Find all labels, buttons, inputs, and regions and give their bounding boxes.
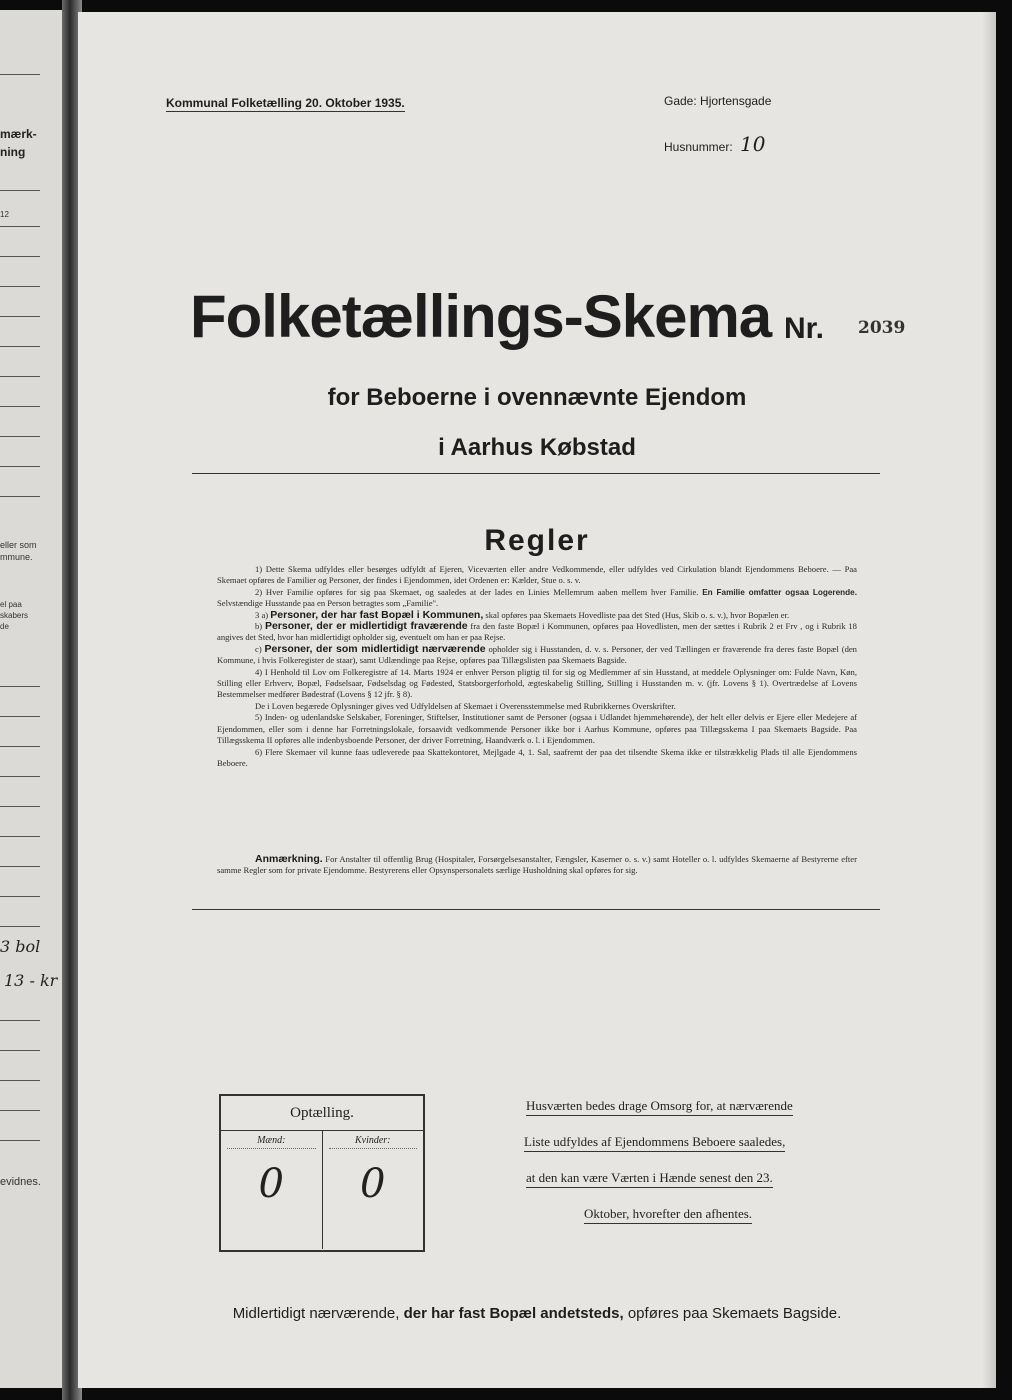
facing-handwriting: 3 bol <box>0 937 41 956</box>
divider <box>0 716 40 717</box>
rule-2: 2) Hver Familie opføres for sig paa Skemaet, og saaledes at der lades en Linies Mellemrum aaben mellem hver Familie. En Familie omfatter ogsaa Logerende. Selvstændige Husstande paa en Person betragtes som „Familie". <box>217 586 857 609</box>
facing-text: evidnes. <box>0 1176 41 1188</box>
facing-text: eller som <box>0 540 37 550</box>
divider <box>0 226 40 227</box>
divider <box>0 746 40 747</box>
divider <box>0 346 40 347</box>
notice-line: Liste udfyldes af Ejendommens Beboere saaledes, <box>524 1134 785 1152</box>
divider <box>0 376 40 377</box>
divider <box>0 74 40 75</box>
form-subtitle-city: i Aarhus Købstad <box>438 434 636 461</box>
facing-text: skabers <box>0 611 29 620</box>
divider <box>0 926 40 927</box>
facing-handwriting: 13 - kr <box>4 971 58 990</box>
divider <box>0 466 40 467</box>
bottom-text-1: Midlertidigt nærværende, <box>232 1305 400 1322</box>
divider <box>0 776 40 777</box>
facing-text: ning <box>0 145 26 159</box>
remark-text: For Anstalter til offentlig Brug (Hospitaler, Forsørgelsesanstalter, Fængsler, Kaserner o. s. v.) samt Hoteller o. l. udfyldes Skemaerne af Bestyrerne efter samme Regler som for private Ejendomme. Bestyrerens eller Opsynspersonalets særlige Husholdning skal opføres for sig. <box>217 854 857 876</box>
divider <box>0 1020 40 1021</box>
census-title: Kommunal Folketælling 20. Oktober 1935. <box>166 96 405 110</box>
divider <box>0 190 40 191</box>
count-box <box>219 1094 425 1252</box>
divider <box>0 836 40 837</box>
divider <box>0 406 40 407</box>
rule-3b: b) Personer, der er midlertidigt fraværende fra den faste Bopæl i Kommunen, opføres paa Hovedlisten, men der sættes i Rubrik 2 et Frv , og i Rubrik 18 angives det Sted, hvor han midlertidigt opholder sig, eventuelt om han er paa Rejse. <box>217 620 857 643</box>
women-count: 0 <box>360 1161 386 1207</box>
form-title: Folketællings-Skema <box>190 283 772 350</box>
rule-5: 5) Inden- og udenlandske Selskaber, Foreninger, Stiftelser, Institutioner samt de Personer (ogsaa i Udlandet hjemmehørende), der helt eller delvis er Ejere eller Medejere af Ejendommen, eller som i denne har Forretningslokale, forsaavidt vedkommende Personer ikke bor i Aarhus Kommune, opføres paa Tillægsskema I paa Skemaets Bagside. Paa Tillægsskema II opføres alle indenbysboende Personer, der driver Forretning, Haandværk o. l. i Ejendommen. <box>217 712 857 746</box>
divider <box>0 496 40 497</box>
form-subtitle: for Beboerne i ovennævnte Ejendom <box>327 384 747 411</box>
divider <box>0 1050 40 1051</box>
notice-line: at den kan være Værten i Hænde senest den 23. <box>526 1170 773 1188</box>
remark-label: Anmærkning. <box>255 853 323 865</box>
remark-paragraph <box>217 854 857 877</box>
divider <box>0 866 40 867</box>
women-label: Kvinder: <box>329 1135 418 1149</box>
page-edge <box>982 12 996 1388</box>
facing-page-fragment <box>0 10 62 1388</box>
men-column <box>221 1131 322 1249</box>
rule-4: 4) I Henhold til Lov om Folkeregistre af 14. Marts 1924 er enhver Person pligtig til for sig og Medlemmer af sin Husstand, at meddele Oplysninger om: Fulde Navn, Køn, Stilling eller Erhverv, Bopæl, Fødselsaar, Fødselsdag og Fødested, Statsborgerforhold, ægteskabelig Stilling, Stilling i Husstanden m. v. (jfr. Lovens § 1). Overtrædelse af Lovens Bestemmelser medfører Bødestraf (Lovens § 12 jfr. § 8). <box>217 666 857 700</box>
divider <box>0 436 40 437</box>
house-number-value: 10 <box>740 132 766 156</box>
divider <box>0 896 40 897</box>
section-divider <box>192 473 880 474</box>
rule-1: 1) Dette Skema udfyldes eller besørges udfyldt af Ejeren, Viceværten eller andre Vedkommende, eller udfyldes ved Cirkulation blandt Ejendommens Beboere. — Paa Skemaet opføres de Familier og Personer, der findes i Ejendommen, idet Ordenen er: Kælder, Stue o. s. v. <box>217 564 857 586</box>
men-count: 0 <box>258 1161 284 1207</box>
census-form-page <box>78 12 996 1388</box>
section-divider <box>192 909 880 910</box>
divider <box>0 806 40 807</box>
notice-line: Oktober, hvorefter den afhentes. <box>584 1206 752 1224</box>
men-label: Mænd: <box>227 1135 316 1149</box>
women-column <box>322 1131 424 1249</box>
rule-3a: 3 a) Personer, der har fast Bopæl i Kommunen, skal opføres paa Skemaets Hovedliste paa det Sted (Hus, Skib o. s. v.), hvor Bopælen er. <box>255 608 790 621</box>
divider <box>0 1080 40 1081</box>
rule-3c: c) Personer, der som midlertidigt nærværende opholder sig i Husstanden, d. v. s. Personer, der ved Tællingen er fraværende fra deres faste Bopæl (den Kommune, i hvis Folkeregister de staar), samt Udlændinge paa Rejse, opføres paa Tillægslisten paa Skemaets Bagside. <box>217 642 857 666</box>
street-label: Gade: Hjortensgade <box>664 94 772 108</box>
divider <box>0 316 40 317</box>
facing-text: mmune. <box>0 552 33 562</box>
bottom-text-3: opføres paa Skemaets Bagside. <box>627 1305 842 1322</box>
rule-6: 6) Flere Skemaer vil kunne faas udleverede paa Skattekontoret, Mejlgade 4, 1. Sal, saafremt der paa det tilsendte Skema ikke er tilstrækkelig Plads til alle Ejendommens Beboere. <box>217 746 857 768</box>
facing-text: el paa <box>0 600 22 609</box>
divider <box>0 256 40 257</box>
divider <box>0 686 40 687</box>
form-number-value: 2039 <box>858 318 906 338</box>
facing-text: de <box>0 622 9 631</box>
facing-text: 12 <box>0 210 9 219</box>
bottom-text-2: der har fast Bopæl andetsteds, <box>403 1305 624 1322</box>
form-number-label: Nr. <box>784 312 825 345</box>
house-number-label: Husnummer: <box>664 140 733 154</box>
bottom-instruction <box>78 1305 996 1322</box>
house-number-row <box>664 132 765 156</box>
divider <box>0 286 40 287</box>
rules-heading: Regler <box>484 524 590 557</box>
notice-line: Husværten bedes drage Omsorg for, at nærværende <box>526 1098 793 1116</box>
divider <box>0 1110 40 1111</box>
count-box-title: Optælling. <box>221 1096 423 1131</box>
divider <box>0 1140 40 1141</box>
rules-body <box>217 564 857 769</box>
rule-4-note: De i Loven begærede Oplysninger gives ved Udfyldelsen af Skemaet i Overensstemmelse med Rubrikkernes Overskrifter. <box>255 700 676 711</box>
facing-text: mærk- <box>0 127 37 141</box>
